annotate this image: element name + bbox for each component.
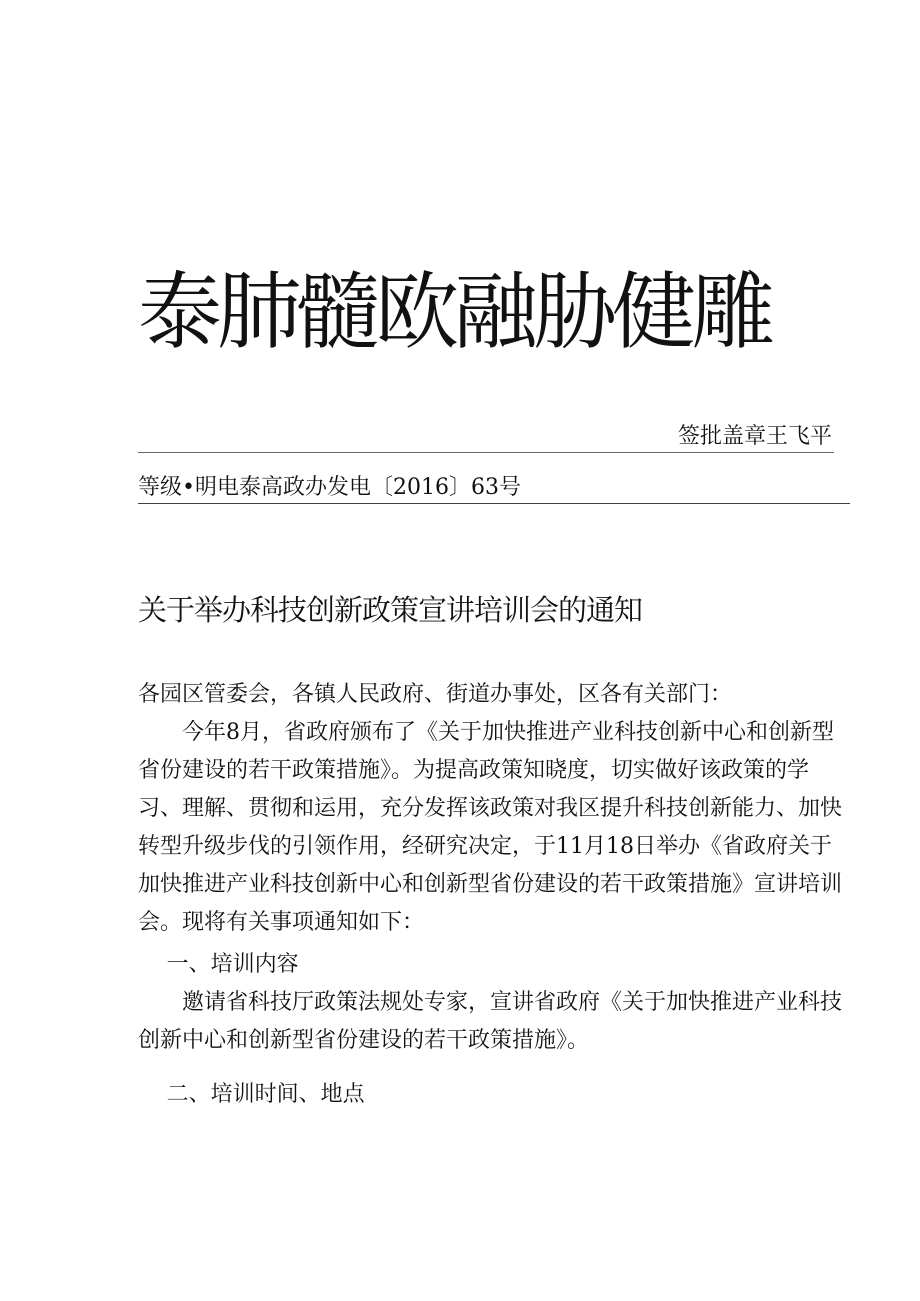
document-number: 等级•明电泰高政办发电〔2016〕63号 — [138, 475, 521, 500]
section-body-content: 邀请省科技厅政策法规处专家，宣讲省政府《关于加快推进产业科技创新中心和创新型省份建设的若干政策措施》。 — [138, 990, 843, 1053]
header-divider-top — [138, 452, 834, 453]
section-heading-content: 一、培训内容 — [166, 952, 299, 977]
header-divider-bottom — [138, 503, 850, 504]
addressee-line: 各园区管委会，各镇人民政府、街道办事处，区各有关部门： — [138, 682, 733, 707]
masthead-title: 泰肺髓欧融胁健雕 — [138, 263, 771, 361]
signer-line: 签批盖章王飞平 — [677, 424, 832, 449]
document-body — [138, 676, 850, 1114]
document-title: 关于举办科技创新政策宣讲培训会的通知 — [138, 593, 643, 627]
intro-paragraph: 今年8月，省政府颁布了《关于加快推进产业科技创新中心和创新型省份建设的若干政策措施》。为提高政策知晓度，切实做好该政策的学习、理解、贯彻和运用，充分发挥该政策对我区提升科技创新能力、加快转型升级步伐的引领作用，经研究决定，于11月18日举办《省政府关于加快推进产业科技创新中心和创新型省份建设的若干政策措施》宣讲培训会。现将有关事项通知如下： — [138, 720, 843, 935]
section-heading-time-place: 二、培训时间、地点 — [166, 1082, 365, 1107]
